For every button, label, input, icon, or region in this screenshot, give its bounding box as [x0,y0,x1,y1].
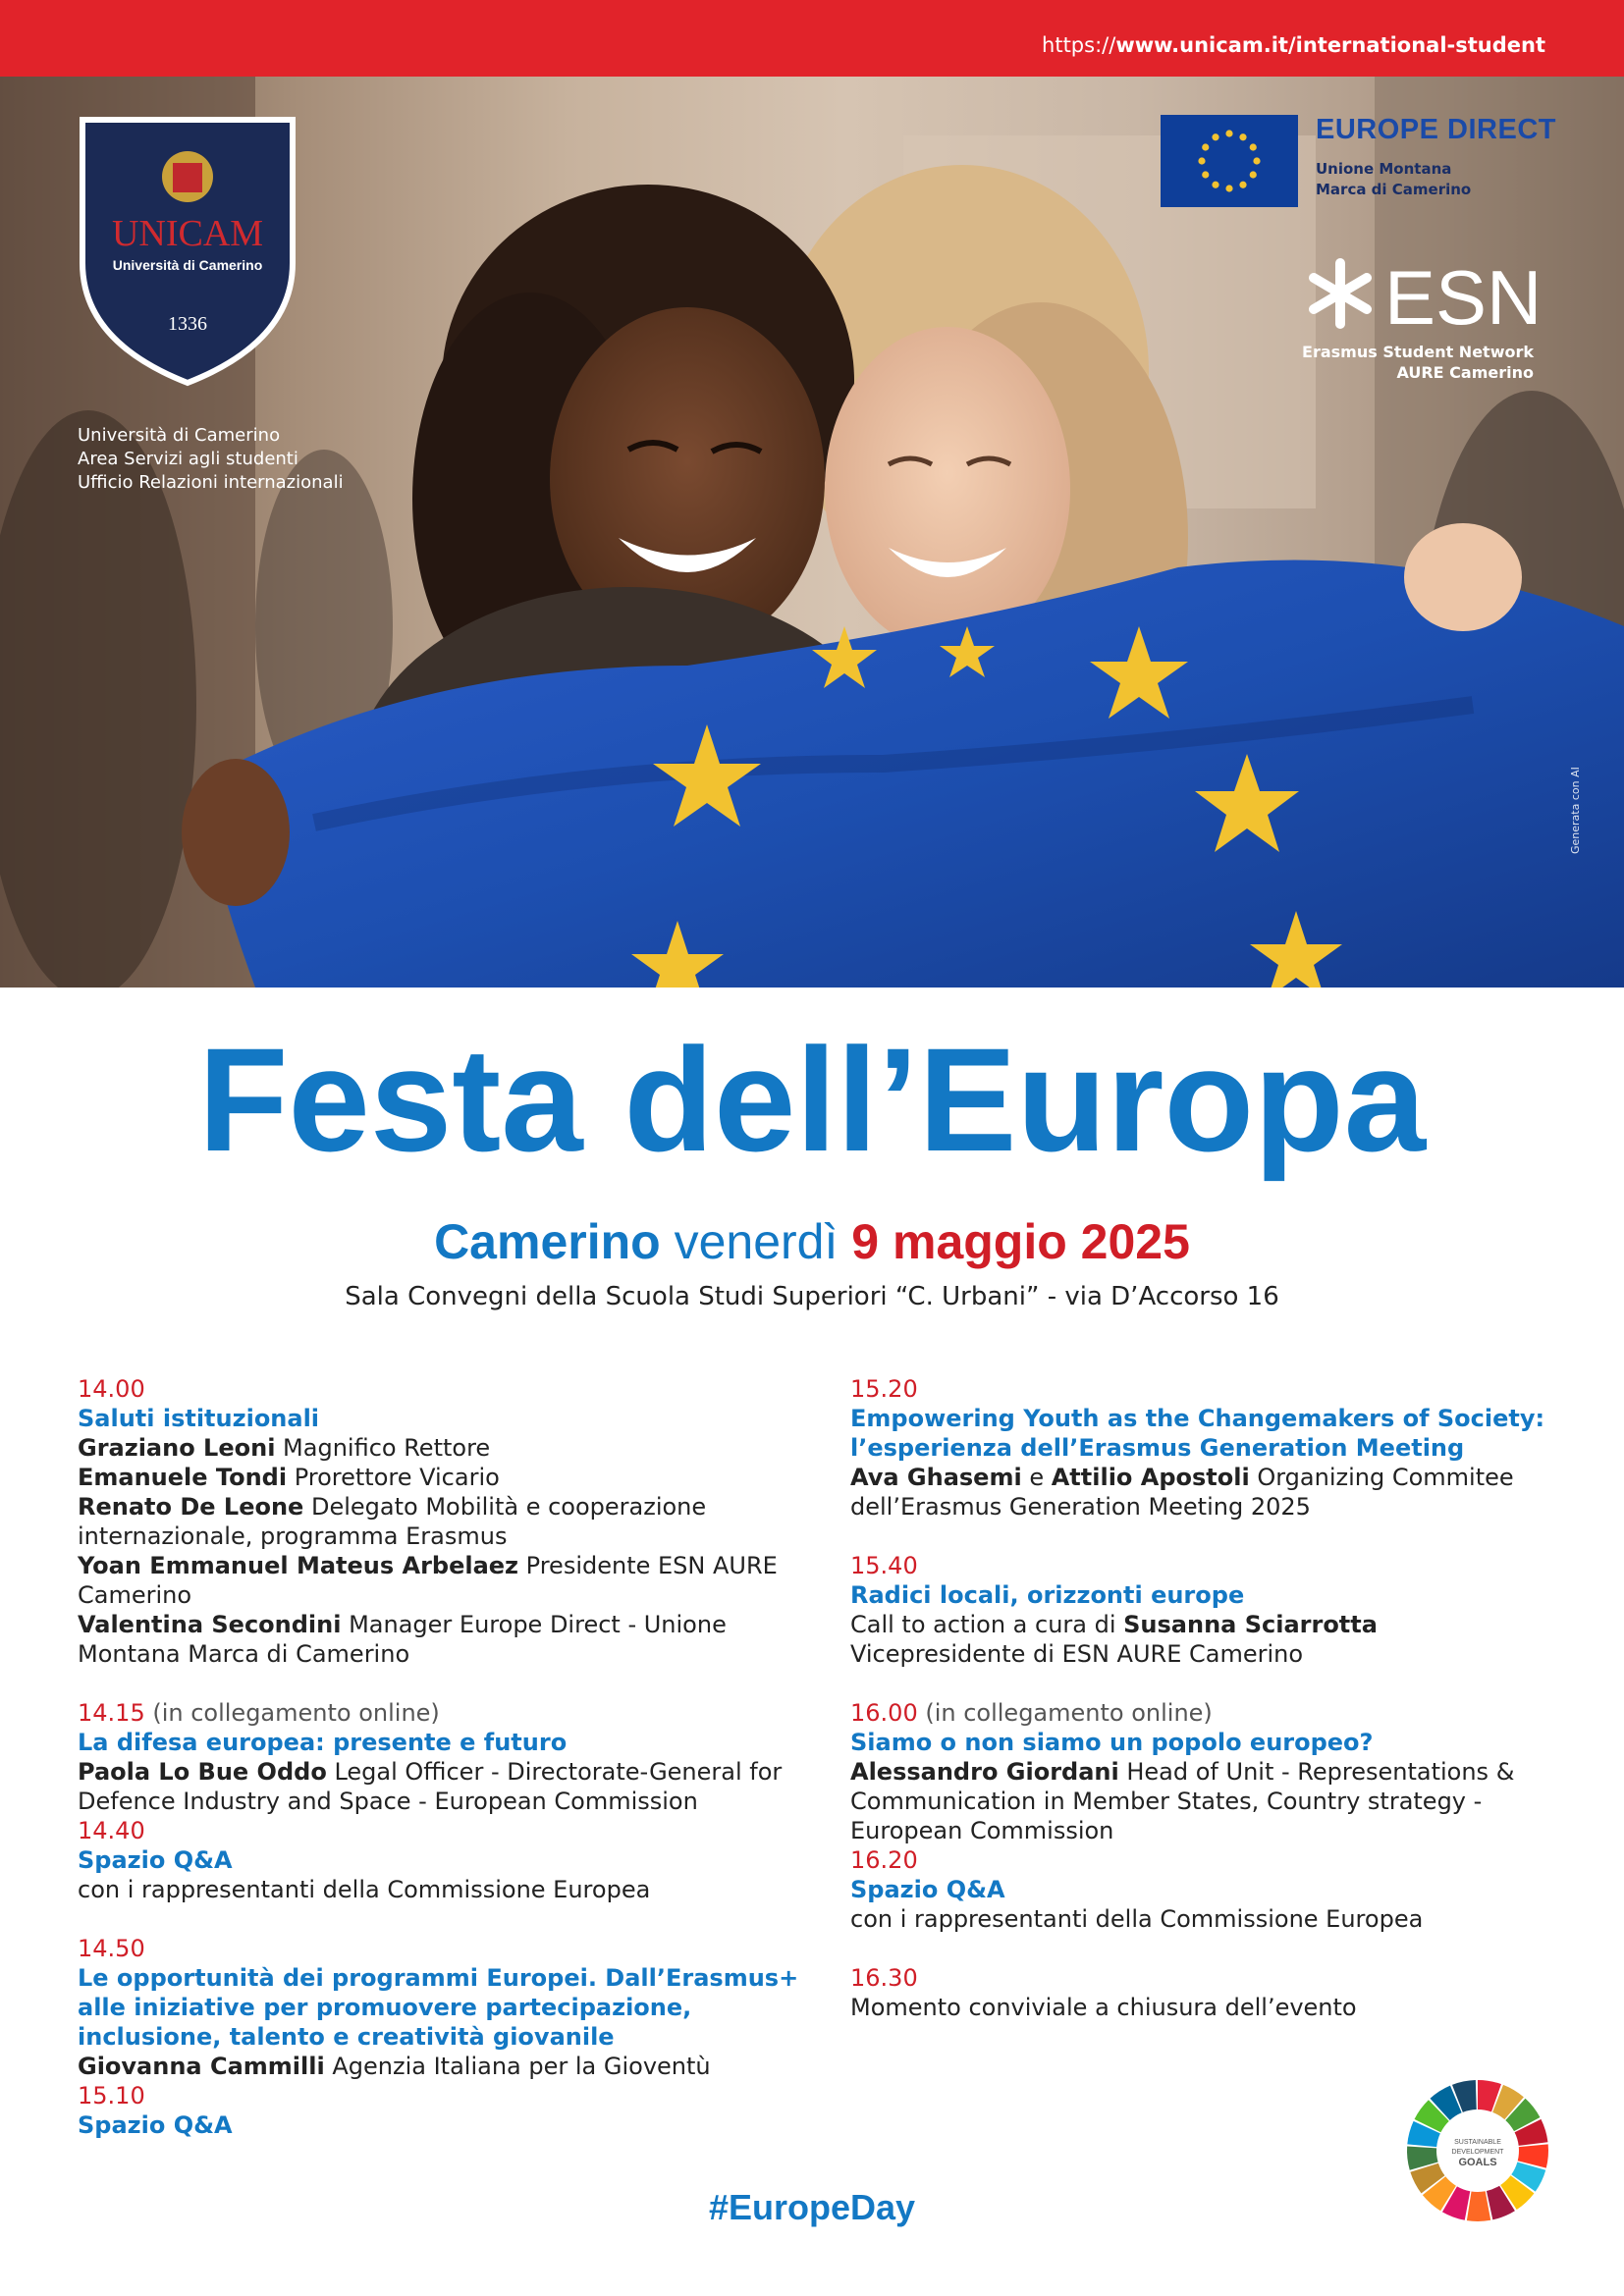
speaker-line [850,1757,1557,1845]
program-item [78,1374,804,1669]
program-item [78,1698,804,1816]
speaker-role: Manager Europe Direct - Unione Montana Marca di Camerino [78,1611,727,1668]
speaker-name: Graziano Leoni [78,1434,276,1462]
speaker-name: Giovanna Cammilli [78,2053,325,2080]
speaker-role: Head of Unit - Representations & Communication in Member States, Country strategy - European Commission [850,1758,1515,1844]
time-note: (in collegamento online) [917,1699,1213,1727]
program-item [78,2081,804,2140]
program-time [78,1374,804,1404]
speaker-role: Organizing Commitee dell’Erasmus Generation Meeting 2025 [850,1464,1514,1521]
speaker-name: Yoan Emmanuel Mateus Arbelaez [78,1552,519,1579]
speaker-line [78,1433,804,1463]
top-bar [0,0,1624,77]
speaker-name: Susanna Sciarrotta [1123,1611,1378,1638]
speaker-line [78,1610,804,1669]
time-label: 16.00 [850,1699,918,1727]
program-item [850,1374,1557,1522]
sdg-line3: GOALS [1458,2157,1497,2168]
speaker-name: Ava Ghasemi [850,1464,1022,1491]
speaker-name: Emanuele Tondi [78,1464,288,1491]
time-label: 16.20 [850,1846,918,1874]
speaker-role: Magnifico Rettore [275,1434,491,1462]
time-label: 16.30 [850,1964,918,1992]
program-left-column [78,1374,804,2169]
eu-star [1212,133,1218,140]
speaker-line [850,1904,1557,1934]
program-time [78,1934,804,1963]
program-time [78,1698,804,1728]
sdg-line2: DEVELOPMENT [1451,2149,1504,2156]
ai-image-credit: Generata con AI [1569,767,1582,854]
program-time [850,1845,1557,1875]
website-url[interactable]: https://www.unicam.it/international-student [1042,33,1545,57]
program-title: La difesa europea: presente e futuro [78,1729,568,1756]
program-title: Spazio Q&A [78,1846,233,1874]
program-item [78,1816,804,1904]
speaker-line [78,2052,804,2081]
speaker-name: Valentina Secondini [78,1611,342,1638]
speaker-role: Vicepresidente di ESN AURE Camerino [850,1640,1304,1668]
program-item [850,1698,1557,1845]
speaker-role: Presidente ESN AURE Camerino [78,1552,778,1609]
eu-star [1225,185,1232,191]
speaker-role: Call to action a cura di [850,1611,1124,1638]
program-title: Saluti istituzionali [78,1405,320,1432]
unicam-crest-logo [79,116,297,387]
esn-subtitle: Erasmus Student Network AURE Camerino [1302,343,1534,382]
program-title: Empowering Youth as the Changemakers of Society: l’esperienza dell’Erasmus Generation Meeting [850,1405,1545,1462]
unicam-crest-year: 1336 [168,313,207,335]
speaker-line [78,1875,804,1904]
hashtag-europe-day[interactable]: #EuropeDay [708,2187,916,2227]
speaker-role: con i rappresentanti della Commissione Europea [850,1905,1424,1933]
program-item [850,1845,1557,1934]
speaker-role: Legal Officer - Directorate-General for Defence Industry and Space - European Commission [78,1758,783,1815]
time-label: 14.15 [78,1699,145,1727]
eu-star [1250,143,1257,150]
speaker-role: Momento conviviale a chiusura dell’evento [850,1994,1357,2021]
speaker-role: Agenzia Italiana per la Gioventù [324,2053,711,2080]
sdg-wheel-logo [1406,2079,1549,2222]
sdg-segment [1467,2191,1490,2221]
time-label: 14.50 [78,1935,145,1962]
esn-logo-text: ESN [1384,254,1543,341]
europe-direct-subtitle: Unione Montana Marca di Camerino [1316,160,1472,198]
speaker-line [78,1551,804,1610]
program-item [78,1934,804,2081]
program-time [850,1374,1557,1404]
eu-star [1239,133,1246,140]
eu-stars-icon [1161,115,1298,207]
speaker-line [78,1492,804,1551]
sdg-line1: SUSTAINABLE [1454,2139,1501,2146]
event-city: Camerino [434,1214,661,1269]
speaker-name: Attilio Apostoli [1051,1464,1250,1491]
speaker-role: Prorettore Vicario [287,1464,500,1491]
unicam-crest-name: UNICAM [111,213,264,254]
eu-star [1239,182,1246,188]
program-title: Spazio Q&A [78,2111,233,2139]
eu-star [1225,130,1232,136]
speaker-role: Delegato Mobilità e cooperazione internazionale, programma Erasmus [78,1493,707,1550]
program-right-column [850,1374,1557,2052]
unicam-address: Università di Camerino Area Servizi agli studenti Ufficio Relazioni internazionali [78,425,344,493]
time-label: 14.40 [78,1817,145,1844]
speaker-line [78,1757,804,1816]
event-date: 9 maggio 2025 [851,1214,1190,1269]
time-label: 15.10 [78,2082,145,2109]
esn-star-icon [1304,257,1377,330]
speaker-name: Paola Lo Bue Oddo [78,1758,327,1786]
program-title: Le opportunità dei programmi Europei. Dall’Erasmus+ alle iniziative per promuovere partecipazione, inclusione, talento e creatività giovanile [78,1964,799,2051]
europe-direct-title: EUROPE DIRECT [1316,114,1556,145]
event-venue: Sala Convegni della Scuola Studi Superiori “C. Urbani” - via D’Accorso 16 [345,1282,1279,1311]
speaker-line [850,1993,1557,2022]
time-note: (in collegamento online) [144,1699,440,1727]
eu-star [1212,182,1218,188]
program-item [850,1551,1557,1669]
speaker-role: e [1021,1464,1052,1491]
program-time [850,1698,1557,1728]
time-label: 15.20 [850,1375,918,1403]
time-label: 14.00 [78,1375,145,1403]
program-time [78,1816,804,1845]
program-item [850,1963,1557,2022]
program-title: Siamo o non siamo un popolo europeo? [850,1729,1374,1756]
program-time [78,2081,804,2110]
speaker-line [78,1463,804,1492]
eu-star [1253,157,1260,164]
speaker-role: con i rappresentanti della Commissione Europea [78,1876,651,1903]
speaker-line [850,1610,1557,1669]
program-time [850,1551,1557,1580]
speaker-name: Renato De Leone [78,1493,304,1521]
eu-star [1198,157,1205,164]
program-time [850,1963,1557,1993]
page-title: Festa dell’Europa [197,1017,1427,1182]
eu-star [1250,171,1257,178]
eu-flag-logo [1161,115,1298,207]
event-date-line [0,1213,1624,1270]
speaker-name: Alessandro Giordani [850,1758,1119,1786]
eu-star [1202,143,1209,150]
eu-star [1202,171,1209,178]
program-title: Radici locali, orizzonti europe [850,1581,1245,1609]
event-day: venerdì [674,1214,839,1269]
speaker-line [850,1463,1557,1522]
time-label: 15.40 [850,1552,918,1579]
unicam-crest-sub: Università di Camerino [112,257,263,273]
program-title: Spazio Q&A [850,1876,1005,1903]
